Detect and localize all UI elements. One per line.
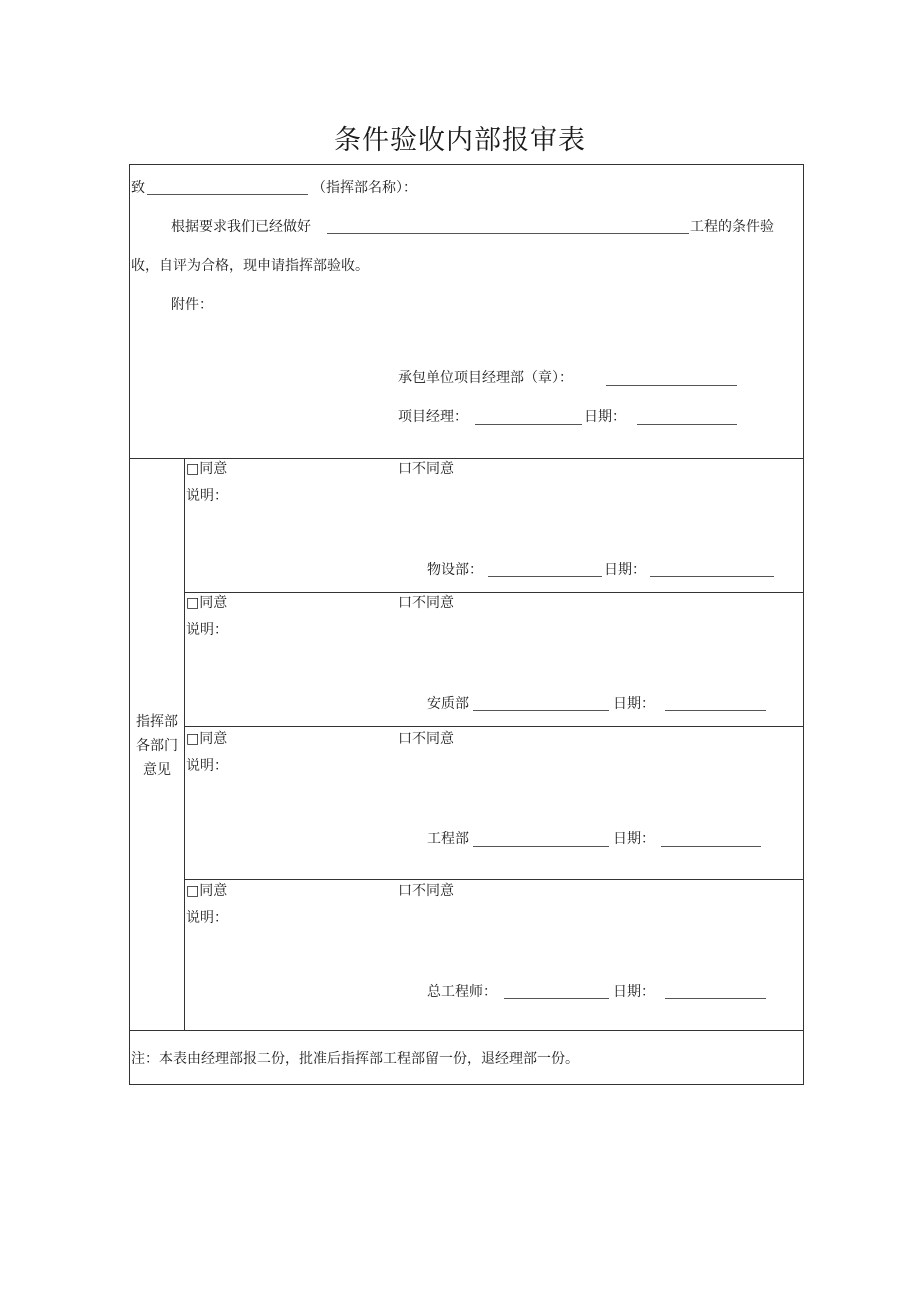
dept-sign-field[interactable]: [504, 998, 609, 999]
divider: [184, 879, 804, 880]
date-label: 日期：: [613, 696, 655, 712]
side-label-line: 各部门: [136, 738, 178, 754]
note-label: 说明：: [186, 622, 228, 638]
page-title: 条件验收内部报审表: [334, 125, 586, 156]
agree-checkbox[interactable]: □同意: [186, 883, 228, 899]
body-line1-prefix: 根据要求我们已经做好: [171, 219, 311, 235]
side-label-line: 指挥部: [136, 714, 178, 730]
date-label: 日期：: [584, 409, 626, 425]
to-prefix: 致: [131, 180, 145, 196]
note-label: 说明：: [186, 488, 228, 504]
dept-label: 总工程师：: [427, 984, 497, 1000]
dept-sign-field[interactable]: [473, 846, 609, 847]
date-field[interactable]: [665, 998, 766, 999]
divider: [184, 458, 185, 1030]
footer-note: 注：本表由经理部报二份，批准后指挥部工程部留一份，退经理部一份。: [131, 1051, 579, 1067]
divider: [184, 592, 804, 593]
date-label: 日期：: [613, 984, 655, 1000]
side-label-line: 意见: [143, 762, 171, 778]
contractor-seal-field[interactable]: [606, 385, 737, 386]
note-label: 说明：: [186, 910, 228, 926]
note-label: 说明：: [186, 758, 228, 774]
agree-checkbox[interactable]: □同意: [186, 595, 228, 611]
date-label: 日期：: [604, 562, 646, 578]
disagree-checkbox[interactable]: 口不同意: [398, 731, 454, 747]
date-field[interactable]: [650, 576, 774, 577]
divider: [184, 726, 804, 727]
date-label: 日期：: [613, 831, 655, 847]
divider: [129, 458, 804, 459]
date-field[interactable]: [665, 710, 766, 711]
manager-field[interactable]: [475, 424, 582, 425]
body-line2: 收，自评为合格，现申请指挥部验收。: [131, 258, 369, 274]
dept-sign-field[interactable]: [488, 576, 602, 577]
side-label: [130, 710, 184, 782]
addressee-field[interactable]: [147, 194, 308, 195]
project-name-field[interactable]: [327, 233, 689, 234]
dept-label: 工程部: [427, 831, 469, 847]
body-line1-suffix: 工程的条件验: [690, 219, 774, 235]
agree-checkbox[interactable]: □同意: [186, 731, 228, 747]
disagree-checkbox[interactable]: 口不同意: [398, 461, 454, 477]
form-table: [129, 164, 804, 1085]
attachment-label: 附件：: [171, 297, 213, 313]
dept-label: 安质部: [427, 696, 469, 712]
agree-checkbox[interactable]: □同意: [186, 461, 228, 477]
dept-sign-field[interactable]: [473, 710, 609, 711]
date-field[interactable]: [637, 424, 737, 425]
contractor-label: 承包单位项目经理部（章）：: [398, 370, 573, 386]
disagree-checkbox[interactable]: 口不同意: [398, 883, 454, 899]
divider: [129, 1030, 804, 1031]
dept-label: 物设部：: [427, 562, 483, 578]
disagree-checkbox[interactable]: 口不同意: [398, 595, 454, 611]
to-suffix: （指挥部名称）：: [312, 180, 417, 196]
manager-label: 项目经理：: [398, 409, 468, 425]
date-field[interactable]: [661, 846, 761, 847]
